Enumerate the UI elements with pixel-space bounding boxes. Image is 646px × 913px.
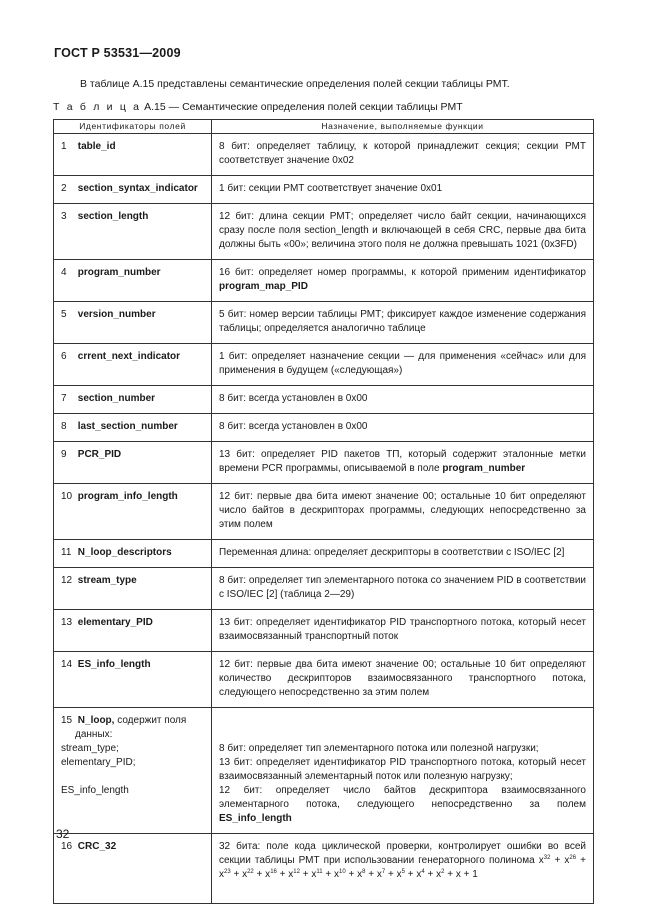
field-id-cell bbox=[54, 840, 212, 904]
field-id-cell bbox=[54, 574, 212, 610]
field-identifier: program_info_length bbox=[77, 491, 178, 502]
field-function-cell bbox=[212, 182, 594, 204]
polynomial-term: 2 bbox=[441, 869, 445, 875]
field-function-text: 8 бит: всегда установлен в 0x00 bbox=[219, 421, 368, 432]
table-row bbox=[54, 616, 594, 652]
field-number: 8 bbox=[61, 421, 67, 432]
field-function-cell bbox=[212, 392, 594, 414]
caption-text: А.15 — Семантические определения полей секции таблицы РМТ bbox=[141, 101, 463, 113]
field-function-cell bbox=[212, 266, 594, 302]
field-function-cell bbox=[212, 658, 594, 708]
table-row bbox=[54, 182, 594, 204]
field-number: 3 bbox=[61, 211, 67, 222]
table-row bbox=[54, 840, 594, 904]
polynomial-term: 11 bbox=[316, 869, 323, 875]
field-id-cell bbox=[54, 266, 212, 302]
field-id-cell bbox=[54, 490, 212, 540]
field-identifier-note-2: данных: bbox=[75, 729, 113, 740]
field-number: 5 bbox=[61, 309, 67, 320]
field-identifier: ES_info_length bbox=[77, 659, 151, 670]
field-number: 16 bbox=[61, 841, 73, 852]
field-function-cell bbox=[212, 574, 594, 610]
field-function-cell bbox=[212, 420, 594, 442]
table-row bbox=[54, 392, 594, 414]
table-row bbox=[54, 210, 594, 260]
field-number: 10 bbox=[61, 491, 73, 502]
field-id-cell bbox=[54, 350, 212, 386]
table-row bbox=[54, 308, 594, 344]
field-function-text: 5 бит: номер версии таблицы РМТ; фиксирует каждое изменение содержания таблицы; определяется аналогично таблице bbox=[219, 309, 586, 334]
field-identifier: N_loop, bbox=[77, 715, 115, 726]
table-caption bbox=[53, 101, 463, 113]
field-function-text: 13 бит: определяет идентификатор PID транспортного потока, который несет взаимосвязанный элементарный поток или полезную нагрузку; bbox=[219, 757, 586, 782]
field-function-cell bbox=[212, 308, 594, 344]
field-id-cell bbox=[54, 658, 212, 708]
sub-field: stream_type; bbox=[61, 743, 119, 754]
field-function-text: 13 бит: определяет идентификатор PID транспортного потока, который несет взаимосвязанный транспортный поток bbox=[219, 617, 586, 642]
field-function-bold: ES_info_length bbox=[219, 813, 292, 824]
caption-prefix: Т а б л и ц а bbox=[53, 101, 142, 113]
field-identifier: table_id bbox=[77, 141, 116, 152]
field-number: 11 bbox=[61, 547, 72, 558]
field-function-text: Переменная длина: определяет дескрипторы в соответствии с ISO/IEC [2] bbox=[219, 547, 565, 558]
polynomial-term: 22 bbox=[247, 869, 254, 875]
field-function-bold: program_number bbox=[442, 463, 526, 474]
field-number: 15 bbox=[61, 715, 73, 726]
field-id-cell bbox=[54, 616, 212, 652]
polynomial-term: 12 bbox=[293, 869, 300, 875]
field-function-text: 12 бит: длина секции РМТ; определяет число байт секции, начинающихся сразу после поля section_length и включающей в себя CRC, первые два бита должны быть «00»; величина этого поля не должна превышать 1021 (0x3FD) bbox=[219, 211, 586, 250]
polynomial-term: 26 bbox=[569, 855, 577, 861]
field-number: 12 bbox=[61, 575, 73, 586]
field-function-cell bbox=[212, 490, 594, 540]
field-function-text: 32 бита: поле кода циклической проверки, контролирует ошибки во всей секции таблицы РМТ при использовании генераторного полинома bbox=[219, 841, 586, 866]
field-number: 9 bbox=[61, 449, 67, 460]
polynomial-term: + x bbox=[365, 869, 382, 880]
field-id-cell bbox=[54, 140, 212, 176]
field-id-cell bbox=[54, 714, 212, 834]
polynomial-term: 7 bbox=[381, 869, 386, 875]
field-function-cell bbox=[212, 840, 594, 904]
field-identifier: stream_type bbox=[77, 575, 137, 586]
table-row bbox=[54, 490, 594, 540]
field-number: 13 bbox=[61, 617, 73, 628]
field-id-cell bbox=[54, 210, 212, 260]
field-function-text: 8 бит: определяет тип элементарного потока со значением PID в соответствии с ISO/IEC [2] (таблица 2—29) bbox=[219, 575, 586, 600]
field-function-text: 12 бит: определяет число байтов дескриптора взаимосвязанного элементарного потока, следующего непосредственно за полем bbox=[219, 785, 586, 810]
field-id-cell bbox=[54, 308, 212, 344]
field-function-text: 13 бит: определяет PID пакетов ТП, который содержит эталонные метки времени PCR программы, описываемой в поле bbox=[219, 449, 586, 474]
polynomial-term: 5 bbox=[401, 869, 405, 875]
field-function-cell bbox=[212, 350, 594, 386]
polynomial-term: + x bbox=[276, 869, 294, 880]
field-id-cell bbox=[54, 182, 212, 204]
polynomial-term: + x + 1 bbox=[444, 869, 478, 880]
field-identifier: section_syntax_indicator bbox=[77, 183, 198, 194]
field-identifier: version_number bbox=[77, 309, 156, 320]
field-function-cell bbox=[212, 546, 594, 568]
field-function-bold: program_map_PID bbox=[219, 281, 308, 292]
polynomial-term: + x bbox=[385, 869, 402, 880]
table-row bbox=[54, 714, 594, 834]
field-number: 14 bbox=[61, 659, 73, 670]
field-identifier: program_number bbox=[77, 267, 161, 278]
page-number: 32 bbox=[56, 827, 70, 841]
field-function-text: 8 бит: определяет тип элементарного потока или полезной нагрузки; bbox=[219, 743, 539, 754]
field-function-text: 12 бит: первые два бита имеют значение 00; остальные 10 бит определяют число байтов в дескрипторах программы, следующих непосредственно за этим полем bbox=[219, 491, 586, 530]
field-function-cell bbox=[212, 616, 594, 652]
polynomial-term: 16 bbox=[270, 869, 277, 875]
polynomial-term: 8 bbox=[362, 869, 366, 875]
polynomial-term: + x bbox=[345, 869, 363, 880]
field-function-text: 1 бит: определяет назначение секции — для применения «сейчас» или для применения в будущем («следующая») bbox=[219, 351, 586, 376]
table-row bbox=[54, 420, 594, 442]
field-identifier: section_number bbox=[77, 393, 156, 404]
polynomial-term: x bbox=[538, 855, 544, 866]
field-function-text: 16 бит: определяет номер программы, к которой применим идентификатор bbox=[219, 267, 586, 278]
field-id-cell bbox=[54, 546, 212, 568]
field-id-cell bbox=[54, 392, 212, 414]
table-row bbox=[54, 574, 594, 610]
field-number: 6 bbox=[61, 351, 67, 362]
field-identifier: crrent_next_indicator bbox=[77, 351, 181, 362]
field-identifier: last_section_number bbox=[77, 421, 178, 432]
field-identifier: N_loop_descriptors bbox=[77, 547, 172, 558]
polynomial-term: 23 bbox=[224, 869, 231, 875]
intro-paragraph: В таблице А.15 представлены семантические определения полей секции таблицы РМТ. bbox=[80, 78, 510, 90]
field-number: 2 bbox=[61, 183, 67, 194]
table-row bbox=[54, 266, 594, 302]
polynomial-term: 32 bbox=[543, 855, 551, 861]
document-header: ГОСТ Р 53531—2009 bbox=[54, 46, 181, 60]
polynomial-term: + x bbox=[299, 869, 317, 880]
field-identifier: PCR_PID bbox=[77, 449, 122, 460]
polynomial-term: + x bbox=[253, 869, 271, 880]
polynomial-term: + x bbox=[550, 855, 570, 866]
polynomial-term: 4 bbox=[421, 869, 425, 875]
sub-field: ES_info_length bbox=[61, 785, 129, 796]
field-identifier: elementary_PID bbox=[77, 617, 153, 628]
polynomial-term: + x bbox=[404, 869, 422, 880]
field-function-cell bbox=[212, 448, 594, 484]
column-header-identifiers: Идентификаторы полей bbox=[54, 120, 212, 134]
polynomial-term: + x bbox=[424, 869, 442, 880]
field-function-text: 1 бит: секции РМТ соответствует значение 0x01 bbox=[219, 183, 443, 194]
field-id-cell bbox=[54, 448, 212, 484]
polynomial-term: 10 bbox=[339, 869, 346, 875]
field-number: 1 bbox=[61, 141, 67, 152]
table-row bbox=[54, 658, 594, 708]
table-row bbox=[54, 350, 594, 386]
field-function-cell bbox=[212, 140, 594, 176]
field-function-text: 8 бит: всегда установлен в 0x00 bbox=[219, 393, 368, 404]
field-function-cell bbox=[212, 714, 594, 834]
table-row bbox=[54, 140, 594, 176]
field-identifier: CRC_32 bbox=[77, 841, 117, 852]
table-row bbox=[54, 448, 594, 484]
table-row bbox=[54, 546, 594, 568]
polynomial-term: + x bbox=[322, 869, 340, 880]
field-id-cell bbox=[54, 420, 212, 442]
field-number: 4 bbox=[61, 267, 67, 278]
pmt-semantics-table bbox=[53, 119, 594, 904]
field-function-text: 12 бит: первые два бита имеют значение 00; остальные 10 бит определяют количество дескрипторов взаимосвязанного транспортного потока, следующего непосредственно за этим полем bbox=[219, 659, 586, 698]
sub-field: elementary_PID; bbox=[61, 757, 136, 768]
field-identifier-note: содержит поля bbox=[114, 715, 187, 726]
field-function-text: 8 бит: определяет таблицу, к которой принадлежит секция; секции РМТ соответствует значение 0x02 bbox=[219, 141, 586, 166]
field-identifier: section_length bbox=[77, 211, 149, 222]
field-number: 7 bbox=[61, 393, 67, 404]
column-header-functions: Назначение, выполняемые функции bbox=[212, 120, 594, 134]
field-function-cell bbox=[212, 210, 594, 260]
polynomial-term: + x bbox=[219, 855, 586, 880]
polynomial-term: + x bbox=[230, 869, 248, 880]
